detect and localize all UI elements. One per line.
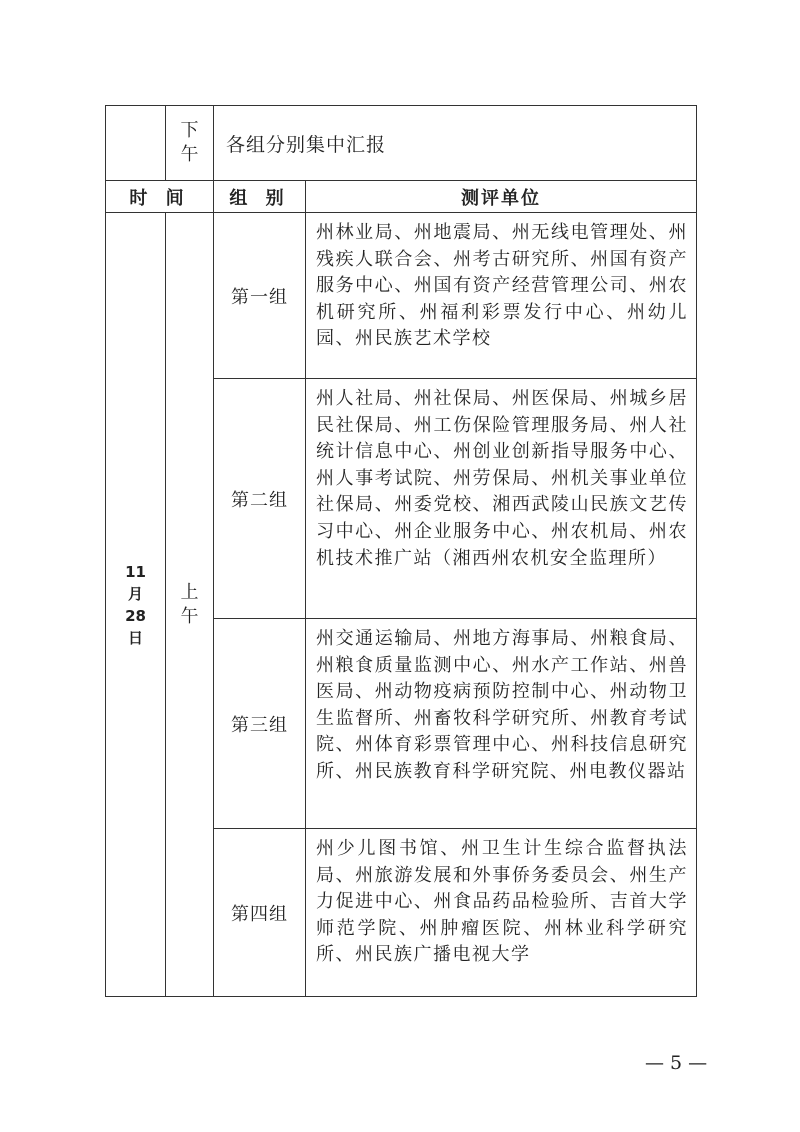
afternoon-period-cell (166, 106, 214, 181)
afternoon-content: 各组分别集中汇报 (214, 106, 697, 181)
morning-period-label: 上午 (180, 581, 199, 627)
group-row-1 (106, 213, 697, 379)
afternoon-period-label: 下午 (180, 120, 199, 165)
afternoon-row (106, 106, 697, 181)
group-name-1: 第一组 (214, 213, 306, 379)
header-time: 时 间 (106, 181, 214, 213)
group-units-1: 州林业局、州地震局、州无线电管理处、州残疾人联合会、州考古研究所、州国有资产服务中心、州国有资产经营管理公司、州农机研究所、州福利彩票发行中心、州幼儿园、州民族艺术学校 (306, 213, 697, 379)
group-name-4: 第四组 (214, 829, 306, 997)
table-header-row (106, 181, 697, 213)
date-date-number: 28 (125, 606, 146, 625)
header-unit: 测评单位 (306, 181, 697, 213)
afternoon-date-cell (106, 106, 166, 181)
morning-period-cell (166, 213, 214, 997)
date-day-number: 11 (125, 562, 146, 581)
header-group: 组 别 (214, 181, 306, 213)
group-units-2: 州人社局、州社保局、州医保局、州城乡居民社保局、州工伤保险管理服务局、州人社统计信息中心、州创业创新指导服务中心、州人事考试院、州劳保局、州机关事业单位社保局、州委党校、湘西武陵山民族文艺传习中心、州企业服务中心、州农机局、州农机技术推广站（湘西州农机安全监理所） (306, 379, 697, 619)
schedule-table (105, 105, 697, 997)
group-units-3: 州交通运输局、州地方海事局、州粮食局、州粮食质量监测中心、州水产工作站、州兽医局、州动物疫病预防控制中心、州动物卫生监督所、州畜牧科学研究所、州教育考试院、州体育彩票管理中心、州科技信息研究所、州民族教育科学研究院、州电教仪器站 (306, 619, 697, 829)
date-cell (106, 213, 166, 997)
date-month-char: 月 (127, 584, 143, 603)
date-day-char: 日 (127, 628, 143, 647)
group-units-4: 州少儿图书馆、州卫生计生综合监督执法局、州旅游发展和外事侨务委员会、州生产力促进中心、州食品药品检验所、吉首大学师范学院、州肿瘤医院、州林业科学研究所、州民族广播电视大学 (306, 829, 697, 997)
group-name-2: 第二组 (214, 379, 306, 619)
page-number: — 5 — (645, 1052, 708, 1074)
group-name-3: 第三组 (214, 619, 306, 829)
